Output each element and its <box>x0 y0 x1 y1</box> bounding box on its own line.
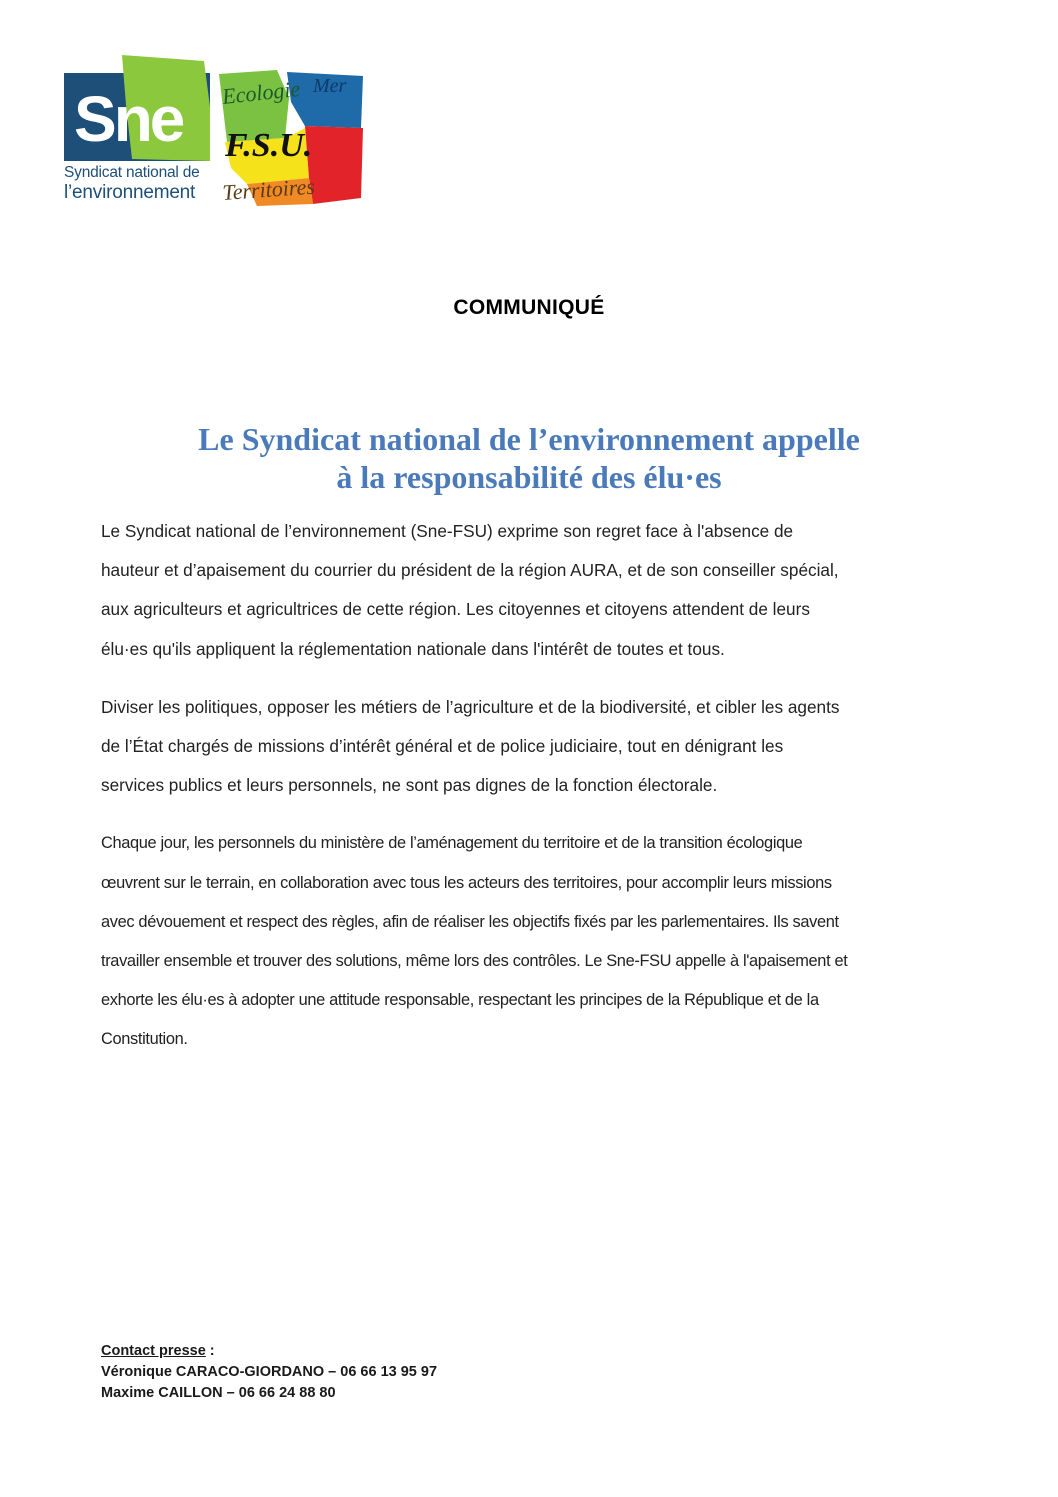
sne-caption-line2: l’environnement <box>64 182 196 203</box>
svg-text:Sne: Sne <box>74 83 183 155</box>
contact-person: Maxime CAILLON – 06 66 24 88 80 <box>101 1385 336 1401</box>
document-heading: COMMUNIQUÉ <box>453 296 605 319</box>
svg-text:Mer: Mer <box>313 75 347 97</box>
contact-label: Contact presse <box>101 1343 206 1359</box>
title-line-1: Le Syndicat national de l’environnement appelle <box>198 421 860 457</box>
paragraph-line: élu·es qu'ils appliquent la réglementation nationale dans l'intérêt de toutes et tous. <box>101 638 725 659</box>
paragraph-3 <box>101 824 961 1059</box>
document-title <box>0 420 1058 496</box>
sne-logo-caption <box>64 163 224 203</box>
paragraph-line: Constitution. <box>101 1030 188 1049</box>
paragraph-line: Chaque jour, les personnels du ministère de l’aménagement du territoire et de la transition écologique <box>101 834 803 853</box>
paragraph-line: services publics et leurs personnels, ne sont pas dignes de la fonction électorale. <box>101 775 718 796</box>
paragraph-line: œuvrent sur le terrain, en collaboration avec tous les acteurs des territoires, pour accomplir leurs missions <box>101 873 832 892</box>
paragraph-line: Le Syndicat national de l’environnement (Sne-FSU) exprime son regret face à l'absence de <box>101 521 794 541</box>
contact-heading <box>101 1341 437 1362</box>
svg-text:F.S.U.: F.S.U. <box>225 127 313 164</box>
paragraph-2 <box>101 688 961 806</box>
title-line-2: à la responsabilité des élu·es <box>336 459 722 495</box>
paragraph-line: avec dévouement et respect des règles, afin de réaliser les objectifs fixés par les parlementaires. Ils savent <box>101 912 839 931</box>
contact-label-suffix: : <box>205 1343 215 1359</box>
paragraph-line: exhorte les élu·es à adopter une attitude responsable, respectant les principes de la République et de la <box>101 991 819 1010</box>
paragraph-line: hauteur et d’apaisement du courrier du président de la région AURA, et de son conseiller spécial, <box>101 560 839 581</box>
contact-person: Véronique CARACO-GIORDANO – 06 66 13 95 97 <box>101 1364 438 1380</box>
document-body <box>101 512 961 1079</box>
press-contact <box>101 1341 437 1404</box>
paragraph-1 <box>101 512 961 669</box>
paragraph-line: travailler ensemble et trouver des solutions, même lors des contrôles. Le Sne-FSU appelle à l'apaisement et <box>101 952 848 971</box>
paragraph-line: aux agriculteurs et agricultrices de cette région. Les citoyennes et citoyens attendent de leurs <box>101 599 810 620</box>
svg-text:Territoires: Territoires <box>221 173 316 205</box>
paragraph-line: de l’État chargés de missions d’intérêt général et de police judiciaire, tout en dénigrant les <box>101 736 784 757</box>
sne-caption-line1: Syndicat national de <box>64 164 200 181</box>
paragraph-line: Diviser les politiques, opposer les métiers de l’agriculture et de la biodiversité, et cibler les agents <box>101 696 840 717</box>
svg-text:Ecologie: Ecologie <box>220 75 302 109</box>
fsu-logo <box>217 68 367 210</box>
